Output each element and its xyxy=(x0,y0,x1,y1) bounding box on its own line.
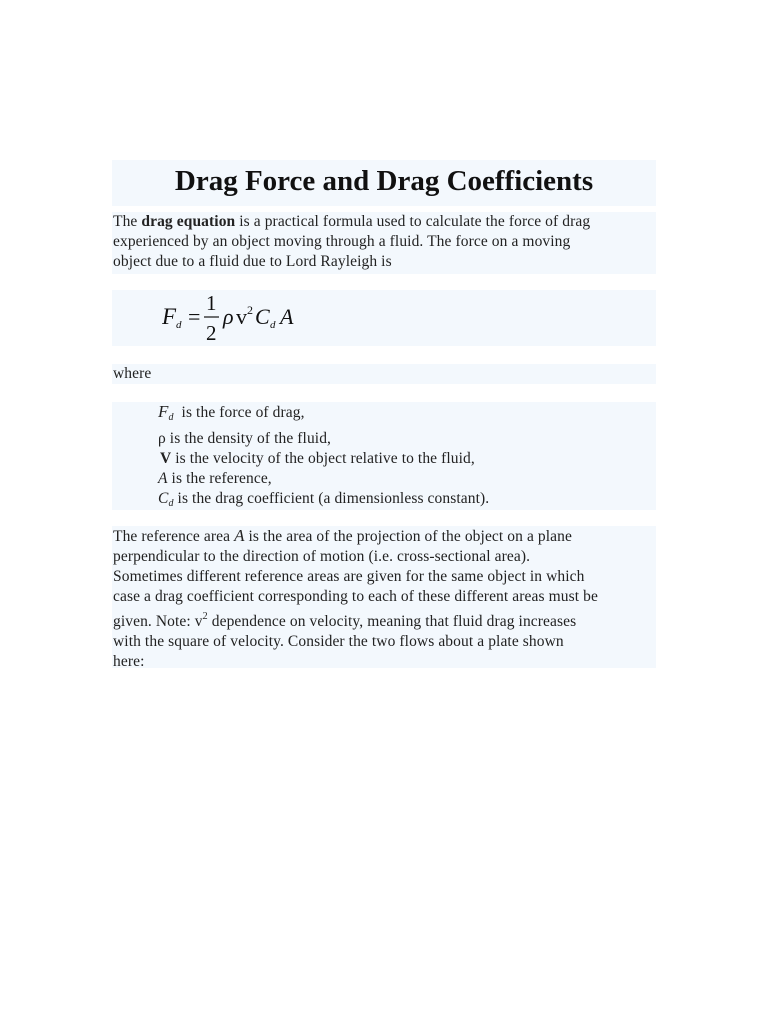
eq-lhs: F xyxy=(162,304,177,329)
eq-denominator: 2 xyxy=(206,321,217,345)
ref-area-symbol: A xyxy=(234,526,245,545)
eq-coefficient-sub: d xyxy=(270,319,276,331)
ref-line-5 xyxy=(113,607,656,632)
eq-velocity: v xyxy=(236,304,247,329)
intro-line-1 xyxy=(113,212,656,232)
definition-area xyxy=(158,469,272,489)
definition-force xyxy=(158,402,305,428)
eq-area: A xyxy=(280,304,294,329)
ref-line-6: with the square of velocity. Consider the two flows about a plate shown xyxy=(113,633,564,650)
drag-equation xyxy=(162,290,362,346)
ref-line-4: case a drag coefficient corresponding to each of these different areas must be xyxy=(113,588,598,605)
ref-line-5-prefix: given. Note: v xyxy=(113,613,203,630)
def-cd-symbol: C xyxy=(158,490,169,507)
def-cd-sub: d xyxy=(168,498,174,509)
ref-line-5-rest: dependence on velocity, meaning that fluid drag increases xyxy=(207,613,577,630)
definition-drag-coefficient xyxy=(158,489,489,514)
def-cd-text: is the drag coefficient (a dimensionless constant). xyxy=(173,490,490,507)
ref-velocity-exponent: 2 xyxy=(202,611,208,622)
ref-line-3: Sometimes different reference areas are given for the same object in which xyxy=(113,568,585,585)
definitions-list xyxy=(112,402,656,510)
eq-lhs-sub: d xyxy=(176,319,182,331)
intro-line-2: experienced by an object moving through a fluid. The force on a moving xyxy=(113,233,571,250)
def-area-symbol: A xyxy=(158,470,168,487)
ref-line-1-rest: is the area of the projection of the object on a plane xyxy=(244,528,572,545)
page-title: Drag Force and Drag Coefficients xyxy=(174,165,594,197)
def-force-symbol: F xyxy=(158,402,169,421)
definition-density: ρ is the density of the fluid, xyxy=(158,430,332,447)
reference-area-paragraph xyxy=(112,526,656,668)
ref-line-1 xyxy=(113,526,656,547)
intro-bold-term: drag equation xyxy=(141,213,236,230)
eq-coefficient: C xyxy=(255,304,270,329)
def-velocity-text: is the velocity of the object relative to the fluid, xyxy=(171,450,475,467)
definition-velocity xyxy=(160,449,475,469)
title-block xyxy=(112,160,656,206)
intro-paragraph xyxy=(112,212,656,274)
ref-line-7: here: xyxy=(113,653,145,670)
eq-numerator: 1 xyxy=(206,291,217,315)
eq-equals: = xyxy=(188,304,201,329)
intro-prefix: The xyxy=(113,213,142,230)
eq-velocity-exponent: 2 xyxy=(247,303,253,317)
def-velocity-symbol: V xyxy=(160,450,172,467)
eq-rho: ρ xyxy=(223,304,234,329)
intro-line-1-rest: is a practical formula used to calculate the force of drag xyxy=(235,213,591,230)
def-area-text: is the reference, xyxy=(167,470,272,487)
def-force-sub: d xyxy=(168,412,174,423)
equation-block xyxy=(112,290,656,346)
intro-line-3: object due to a fluid due to Lord Rayleigh is xyxy=(113,253,392,270)
def-force-text: is the force of drag, xyxy=(173,404,305,421)
ref-line-1-prefix: The reference area xyxy=(113,528,235,545)
ref-line-2: perpendicular to the direction of motion (i.e. cross-sectional area). xyxy=(113,548,531,565)
where-label: where xyxy=(112,364,656,384)
